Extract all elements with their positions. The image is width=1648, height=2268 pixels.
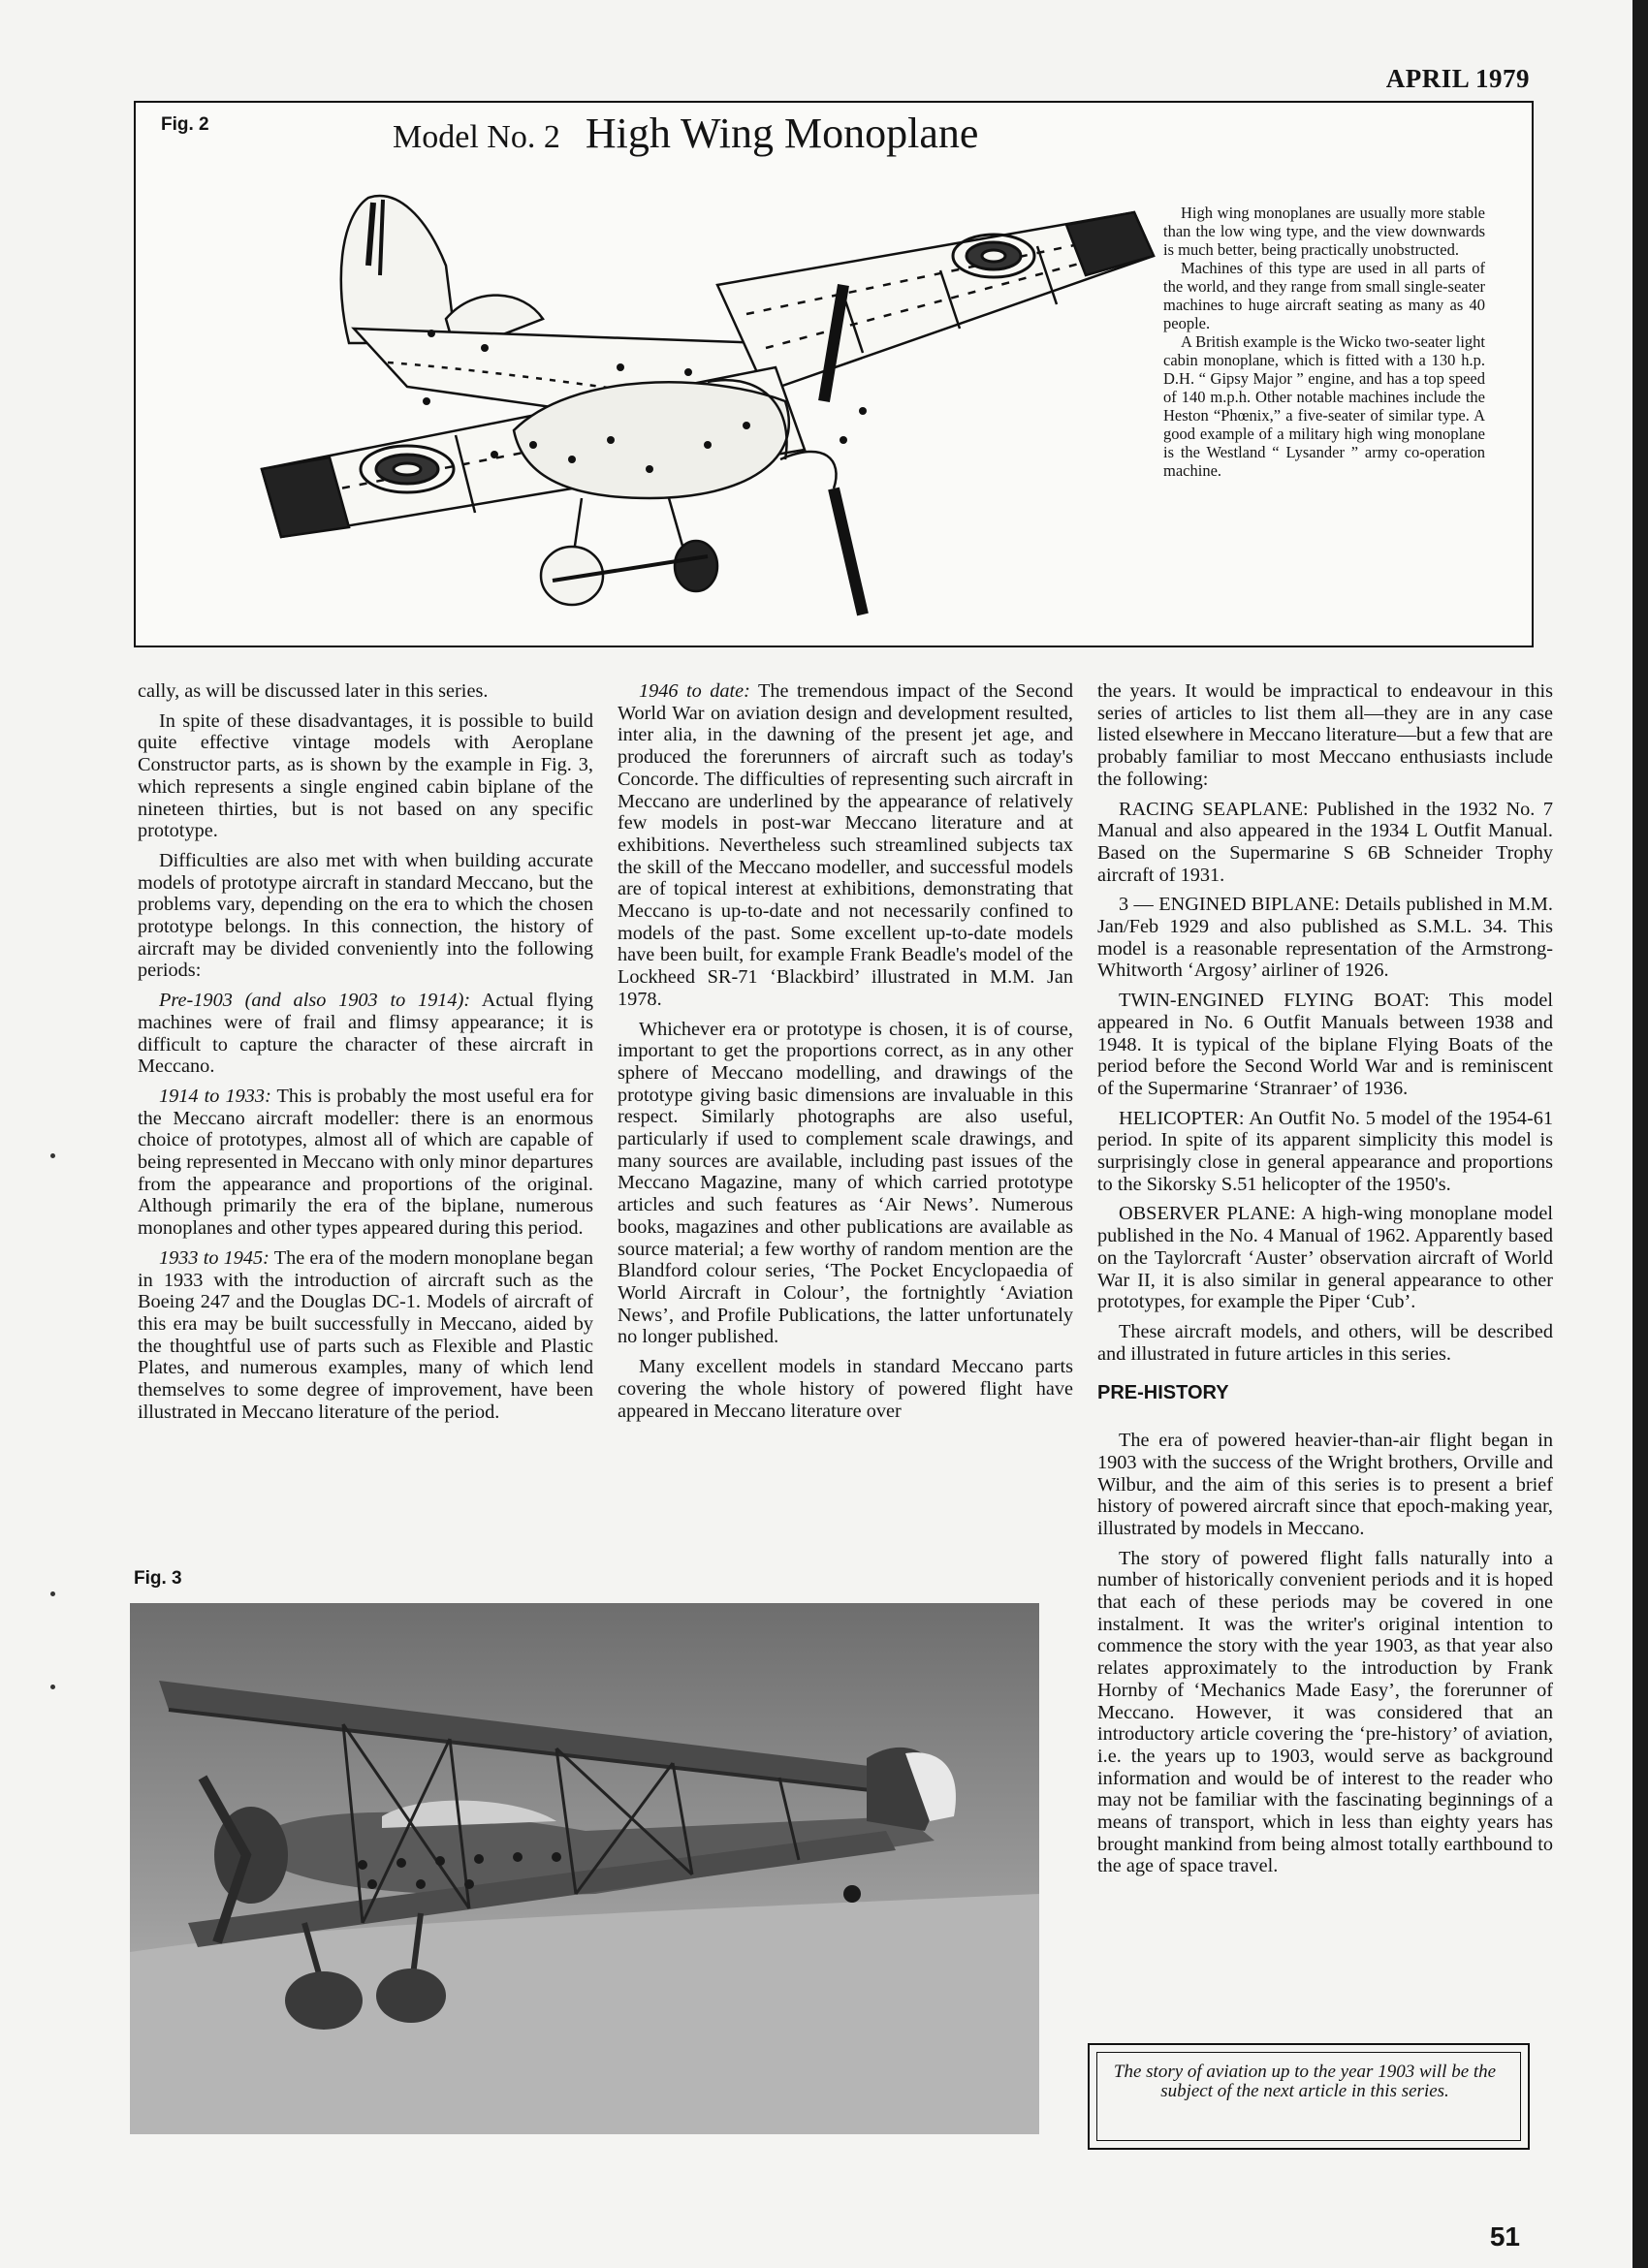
- period-text: The era of the modern monoplane began in 1933 with the introduction of aircraft such as the Boeing 247 and the Douglas DC-1. Models of aircraft of this era may be built successfully in Meccano, aided by the thoughtful use of parts such as Flexible and Plastic Plates, and numerous examples, many of which lend themselves to some degree of improvement, have been illustrated in Meccano literature of the period.: [138, 1246, 593, 1423]
- margin-dot: [50, 1685, 55, 1689]
- model-list-item: HELICOPTER: An Outfit No. 5 model of the 1954-61 period. In spite of its apparent simplicity this model is surprisingly close in general appearance and proportions to the Sikorsky S.51 helicopter of the 1950's.: [1097, 1107, 1553, 1195]
- paragraph: The story of powered flight falls naturally into a number of historically convenient periods and it is hoped that each of these periods may be covered in one instalment. It was the writer's original intention to commence the story with the year 1903, as that year also relates approximately to the introduction by Frank Hornby of ‘Mechanics Made Easy’, the forerunner of Meccano. However, it was considered that an introductory article covering the ‘pre-history’ of aviation, i.e. the years up to 1903, would serve as background information and would be of interest to the reader who may not be familiar with the fascinating beginnings of a means of transport, which in less than eighty years has brought mankind from being almost totally earthbound to the age of space travel.: [1097, 1547, 1553, 1877]
- monoplane-drawing: [165, 149, 1212, 634]
- section-heading: PRE-HISTORY: [1097, 1382, 1229, 1404]
- period-paragraph: [138, 990, 593, 1078]
- period-paragraph: [138, 1247, 593, 1424]
- period-label: 1933 to 1945:: [159, 1246, 269, 1269]
- period-text: This is probably the most useful era for the Meccano aircraft modeller: there is an enormous choice of prototypes, almost all of which are capable of being represented in Meccano with only minor departures from the appearance and proportions of the original. Although primarily the era of the biplane, numerous monoplanes and other types appeared during this period.: [138, 1085, 593, 1240]
- issue-date: APRIL 1979: [1385, 64, 1530, 93]
- page-number: 51: [1489, 2221, 1520, 2252]
- margin-dot: [50, 1153, 55, 1158]
- paragraph: cally, as will be discussed later in this series.: [138, 680, 489, 702]
- model-list-item: OBSERVER PLANE: A high-wing monoplane model published in the No. 4 Manual of 1962. Apparently based on the Taylorcraft ‘Auster’ observation aircraft of World War II, it is also similar in general appearance to other prototypes, for example the Piper ‘Cub’.: [1097, 1203, 1553, 1313]
- paragraph: Whichever era or prototype is chosen, it is of course, important to get the proportions correct, as in any other sphere of Meccano modelling, and drawings of the prototype giving basic dimensions are invaluable in this respect. Similarly photographs are also useful, particularly if used to complement scale drawings, and many sources are available, including past issues of the Meccano Magazine, many of which carried prototype articles and such features as ‘Air News’. Numerous books, magazines and other publications are available as source material; a few worthy of random mention are the Blandford colour series, ‘The Pocket Encyclopaedia of World Aircraft in Colour’, the fortnightly ‘Aviation News’, and Profile Publications, the latter unfortunately no longer published.: [618, 1018, 1073, 1348]
- article-column-3: [1097, 680, 1553, 1885]
- model-number: Model No. 2: [393, 119, 560, 155]
- page-edge-shadow: [1632, 0, 1648, 2268]
- biplane-photo: [130, 1603, 1039, 2134]
- paragraph: These aircraft models, and others, will be described and illustrated in future articles in this series.: [1097, 1320, 1553, 1365]
- article-column-1: [138, 680, 593, 1432]
- model-list-item: 3 — ENGINED BIPLANE: Details published in M.M. Jan/Feb 1929 and also published as S.M.L. 34. This model is a reasonable representation of the Armstrong-Whitworth ‘Argosy’ airliner of 1926.: [1097, 894, 1553, 982]
- figure-3-label: Fig. 3: [134, 1568, 182, 1589]
- period-text: The tremendous impact of the Second World War on aviation design and development resulted, inter alia, in the dawning of the present jet age, and produced the forerunners of aircraft such as today's Concorde. The difficulties of representing such aircraft in Meccano are underlined by the appearance of relatively few models in post-war Meccano literature and at exhibitions. Nevertheless such streamlined subjects tax the skill of the Meccano modeller, and successful models are of topical interest at exhibitions, demonstrating that Meccano is up-to-date and not necessarily confined to models of the past. Some excellent up-to-date models have been built, for example Frank Beadle's model of the Lockheed SR-71 ‘Blackbird’ illustrated in M.M. Jan 1978.: [618, 680, 1073, 1010]
- model-name: High Wing Monoplane: [585, 110, 979, 157]
- figure-2-caption: [1163, 204, 1485, 480]
- paragraph: In spite of these disadvantages, it is possible to build quite effective vintage models with Aeroplane Constructor parts, as is shown by the example in Fig. 3, which represents a single engined cabin biplane of the nineteen thirties, but is not based on any specific prototype.: [138, 709, 593, 842]
- caption-paragraph: A British example is the Wicko two-seater light cabin monoplane, which is fitted with a 130 h.p. D.H. “ Gipsy Major ” engine, and has a top speed of 140 m.p.h. Other notable machines include the Heston “Phœnix,” a five-seater of similar type. A good example of a military high wing monoplane is the Westland “ Lysander ” army co-operation machine.: [1163, 332, 1485, 480]
- model-list-item: RACING SEAPLANE: Published in the 1932 No. 7 Manual and also appeared in the 1934 L Outfit Manual. Based on the Supermarine S 6B Schneider Trophy aircraft of 1931.: [1097, 798, 1553, 886]
- note-text: The story of aviation up to the year 1903 will be the subject of the next article in this series.: [1113, 2062, 1497, 2101]
- margin-dot: [50, 1591, 55, 1596]
- paragraph: Difficulties are also met with when building accurate models of prototype aircraft in standard Meccano, but the problems vary, depending on the era to which the chosen prototype belongs. In this connection, the history of aircraft may be divided conveniently into the following periods:: [138, 849, 593, 982]
- period-label: Pre-1903 (and also 1903 to 1914):: [159, 990, 471, 1012]
- caption-paragraph: High wing monoplanes are usually more stable than the low wing type, and the view downwards is much better, being practically unobstructed.: [1163, 204, 1485, 259]
- period-paragraph: [138, 1086, 593, 1240]
- paragraph: The era of powered heavier-than-air flight began in 1903 with the success of the Wright brothers, Orville and Wilbur, and the aim of this series is to present a brief history of powered aircraft since that epoch-making year, illustrated by models in Meccano.: [1097, 1430, 1553, 1539]
- article-column-2: [618, 680, 1073, 1430]
- period-paragraph: [618, 680, 1073, 1011]
- period-text: Actual flying machines were of frail and flimsy appearance; it is difficult to capture the character of these aircraft in Meccano.: [138, 990, 593, 1078]
- next-article-note: [1088, 2043, 1530, 2150]
- paragraph: the years. It would be impractical to endeavour in this series of articles to list them all—they are in any case listed elsewhere in Meccano literature—but a few that are probably familiar to most Meccano enthusiasts include the following:: [1097, 680, 1553, 790]
- period-label: 1914 to 1933:: [159, 1085, 271, 1107]
- caption-paragraph: Machines of this type are used in all parts of the world, and they range from small single-seater machines to huge aircraft seating as many as 40 people.: [1163, 259, 1485, 332]
- figure-2-box: [134, 101, 1534, 647]
- figure-3-photo: [130, 1603, 1039, 2134]
- paragraph: Many excellent models in standard Meccano parts covering the whole history of powered flight have appeared in Meccano literature over: [618, 1356, 1073, 1422]
- figure-2-label: Fig. 2: [161, 114, 209, 135]
- period-label: 1946 to date:: [639, 680, 750, 702]
- model-list-item: TWIN-ENGINED FLYING BOAT: This model appeared in No. 6 Outfit Manuals between 1938 and 1948. It is typical of the biplane Flying Boats of the period before the Second World War and is reminiscent of the Supermarine ‘Stranraer’ of 1936.: [1097, 990, 1553, 1099]
